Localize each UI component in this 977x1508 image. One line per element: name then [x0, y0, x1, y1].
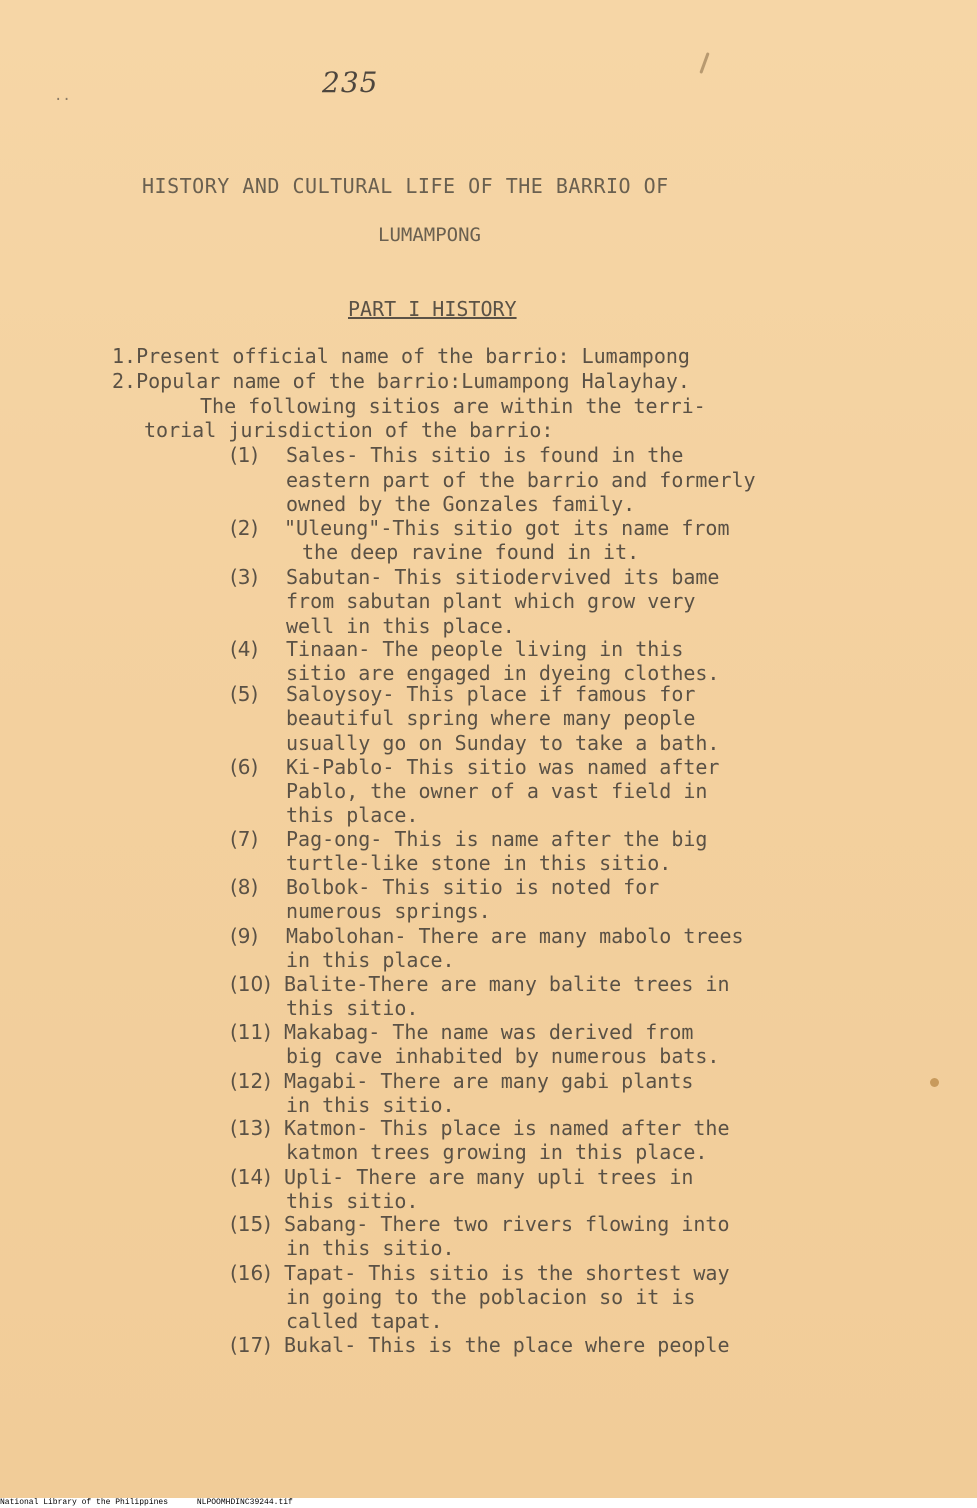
sitio-line: Makabag- The name was derived from	[284, 1020, 694, 1044]
sitio-line: Pag-ong- This is name after the big	[286, 827, 708, 851]
sitio-line: Bukal- This is the place where people	[284, 1333, 730, 1357]
sitio-line: in this sitio.	[286, 1093, 455, 1117]
sitio-line: Katmon- This place is named after the	[284, 1116, 730, 1140]
sitio-line: called tapat.	[286, 1309, 443, 1333]
sitio-line: Bolbok- This sitio is noted for	[286, 875, 660, 899]
sitio-line: Tapat- This sitio is the shortest way	[284, 1261, 730, 1285]
sitio-line: this place.	[286, 803, 419, 827]
sitio-number: (11)	[230, 1020, 272, 1044]
sitio-number: (16)	[230, 1261, 272, 1285]
sitio-line: in this place.	[286, 948, 455, 972]
sitio-line: well in this place.	[286, 614, 515, 638]
sitio-number: (15)	[230, 1212, 272, 1236]
sitio-number: (13)	[230, 1116, 272, 1140]
sitio-line: from sabutan plant which grow very	[286, 589, 696, 613]
sitio-line: Sabutan- This sitiodervived its bame	[286, 565, 720, 589]
sitio-number: (1)	[230, 443, 259, 467]
footer-bar	[0, 1498, 977, 1508]
sitio-number: (14)	[230, 1165, 272, 1189]
margin-mark: ..	[54, 88, 71, 104]
sitio-line: usually go on Sunday to take a bath.	[286, 731, 720, 755]
sitio-number: (5)	[230, 682, 259, 706]
sitio-line: Magabi- There are many gabi plants	[284, 1069, 694, 1093]
sitio-number: (6)	[230, 755, 259, 779]
sitio-line: Balite-There are many balite trees in	[284, 972, 730, 996]
sitio-line: big cave inhabited by numerous bats.	[286, 1044, 720, 1068]
part-heading: PART I HISTORY	[348, 297, 517, 321]
intro-line: torial jurisdiction of the barrio:	[144, 418, 554, 442]
sitio-line: Mabolohan- There are many mabolo trees	[286, 924, 744, 948]
sitio-line: beautiful spring where many people	[286, 706, 696, 730]
footer-file: NLPOOMHDINC39244.tif	[196, 1498, 293, 1507]
item-popular-name: 2.Popular name of the barrio:Lumampong Halayhay.	[112, 369, 690, 393]
sitio-line: Saloysoy- This place if famous for	[286, 682, 696, 706]
sitio-number: (8)	[230, 875, 259, 899]
sitio-line: "Uleung"-This sitio got its name from	[284, 516, 730, 540]
sitio-line: sitio are engaged in dyeing clothes.	[286, 661, 720, 685]
sitio-number: (17)	[230, 1333, 272, 1357]
sitio-line: Sabang- There two rivers flowing into	[284, 1212, 730, 1236]
sitio-line: eastern part of the barrio and formerly	[286, 468, 756, 492]
sitio-line: Ki-Pablo- This sitio was named after	[286, 755, 720, 779]
sitio-line: turtle-like stone in this sitio.	[286, 851, 672, 875]
sitio-line: katmon trees growing in this place.	[286, 1140, 708, 1164]
sitio-line: owned by the Gonzales family.	[286, 492, 636, 516]
sitio-number: (12)	[230, 1069, 272, 1093]
sitio-number: (7)	[230, 827, 259, 851]
sitio-line: numerous springs.	[286, 899, 491, 923]
sitio-line: Upli- There are many upli trees in	[284, 1165, 694, 1189]
document-title: HISTORY AND CULTURAL LIFE OF THE BARRIO OF	[142, 174, 669, 198]
footer-source: National Library of the Philippines	[0, 1498, 169, 1507]
document-subtitle: LUMAMPONG	[378, 224, 481, 246]
sitio-line: Tinaan- The people living in this	[286, 637, 684, 661]
sitio-number: (10)	[230, 972, 272, 996]
sitio-number: (9)	[230, 924, 259, 948]
sitio-line: Pablo, the owner of a vast field in	[286, 779, 708, 803]
intro-line: The following sitios are within the terri-	[200, 394, 706, 418]
sitio-number: (2)	[230, 516, 259, 540]
sitio-line: this sitio.	[286, 1189, 419, 1213]
sitio-number: (4)	[230, 637, 259, 661]
page-number: 235	[322, 66, 379, 99]
sitio-line: Sales- This sitio is found in the	[286, 443, 684, 467]
sitio-number: (3)	[230, 565, 259, 589]
sitio-line: this sitio.	[286, 996, 419, 1020]
sitio-line: the deep ravine found in it.	[302, 540, 640, 564]
sitio-line: in this sitio.	[286, 1236, 455, 1260]
item-official-name: 1.Present official name of the barrio: Lumampong	[112, 344, 690, 368]
sitio-line: in going to the poblacion so it is	[286, 1285, 696, 1309]
